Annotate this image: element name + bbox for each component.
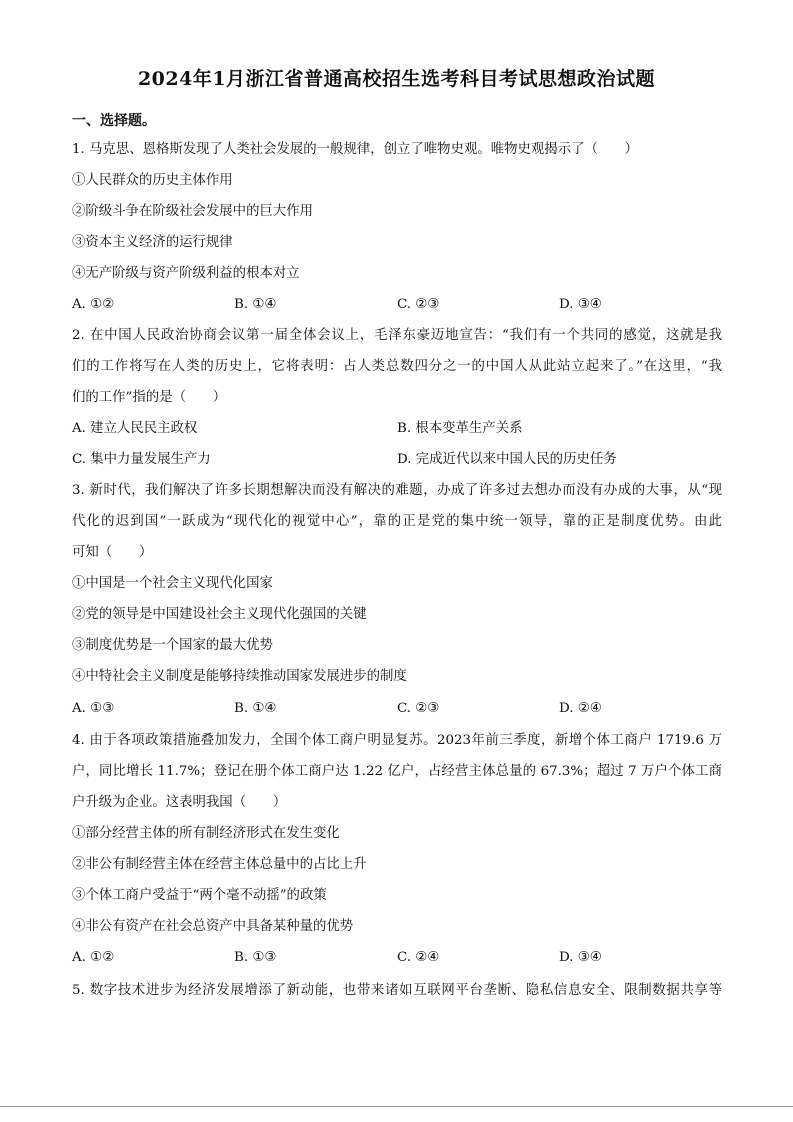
q4-stem-line-2: 户，同比增长 11.7%；登记在册个体工商户达 1.22 亿户，占经营主体总量的 67.3%；超过 7 万户个体工商 <box>72 764 722 779</box>
q1-item-1: ①人民群众的历史主体作用 <box>72 173 233 188</box>
q4-item-3: ③个体工商户受益于“两个毫不动摇”的政策 <box>72 888 327 903</box>
q2-option-c: C. 集中力量发展生产力 <box>72 452 211 467</box>
q2-stem-line-2: 们的工作将写在人类的历史上，它将表明：占人类总数四分之一的中国人从此站立起来了。”在这里，“我 <box>72 359 722 374</box>
q1-option-b: B. ①④ <box>234 297 277 312</box>
q3-option-c: C. ②③ <box>397 701 440 716</box>
q2-stem-line-1: 2. 在中国人民政治协商会议第一届全体会议上，毛泽东豪迈地宣告：“我们有一个共同的感觉，这就是我 <box>72 328 722 343</box>
q4-option-b: B. ①③ <box>234 950 277 965</box>
q3-stem-line-3: 可知（ ） <box>72 545 153 560</box>
page-bottom-rule <box>0 1106 793 1107</box>
q2-option-b: B. 根本变革生产关系 <box>397 421 523 436</box>
q3-option-b: B. ①④ <box>234 701 277 716</box>
q4-stem-line-3: 户升级为企业。这表明我国（ ） <box>72 795 287 810</box>
q1-item-3: ③资本主义经济的运行规律 <box>72 235 233 250</box>
q3-item-2: ②党的领导是中国建设社会主义现代化强国的关键 <box>72 607 367 622</box>
section-heading: 一、选择题。 <box>72 113 156 129</box>
q1-stem: 1. 马克思、恩格斯发现了人类社会发展的一般规律，创立了唯物史观。唯物史观揭示了（ ） <box>72 142 639 157</box>
q4-option-a: A. ①② <box>72 950 115 965</box>
q1-item-2: ②阶级斗争在阶级社会发展中的巨大作用 <box>72 204 314 219</box>
q1-option-d: D. ③④ <box>559 297 602 312</box>
q5-stem-line-1: 5. 数字技术进步为经济发展增添了新动能，也带来诸如互联网平台垄断、隐私信息安全、限制数据共享等 <box>72 983 722 998</box>
q3-item-3: ③制度优势是一个国家的最大优势 <box>72 638 273 653</box>
q3-stem-line-1: 3. 新时代，我们解决了许多长期想解决而没有解决的难题，办成了许多过去想办而没有办成的大事，从“现 <box>72 483 722 498</box>
q1-option-a: A. ①② <box>72 297 115 312</box>
q3-stem-line-2: 代化的迟到国”一跃成为“现代化的视觉中心”，靠的正是党的集中统一领导，靠的正是制度优势。由此 <box>72 514 722 529</box>
q2-option-d: D. 完成近代以来中国人民的历史任务 <box>397 452 617 467</box>
q4-option-c: C. ②④ <box>397 950 440 965</box>
q2-stem-line-3: 们的工作”指的是（ ） <box>72 390 227 405</box>
q1-option-c: C. ②③ <box>397 297 440 312</box>
q4-item-1: ①部分经营主体的所有制经济形式在发生变化 <box>72 826 340 841</box>
q4-option-d: D. ③④ <box>559 950 602 965</box>
q4-stem-line-1: 4. 由于各项政策措施叠加发力，全国个体工商户明显复苏。2023年前三季度，新增个体工商户 1719.6 万 <box>72 733 722 748</box>
q3-option-a: A. ①③ <box>72 701 115 716</box>
q2-option-a: A. 建立人民民主政权 <box>72 421 198 436</box>
q3-option-d: D. ②④ <box>559 701 602 716</box>
q4-item-2: ②非公有制经营主体在经营主体总量中的占比上升 <box>72 857 367 872</box>
q3-item-4: ④中特社会主义制度是能够持续推动国家发展进步的制度 <box>72 669 407 684</box>
q3-item-1: ①中国是一个社会主义现代化国家 <box>72 576 273 591</box>
q1-item-4: ④无产阶级与资产阶级利益的根本对立 <box>72 266 300 281</box>
document-title: 2024年1月浙江省普通高校招生选考科目考试思想政治试题 <box>137 68 656 90</box>
q4-item-4: ④非公有资产在社会总资产中具备某种量的优势 <box>72 919 354 934</box>
